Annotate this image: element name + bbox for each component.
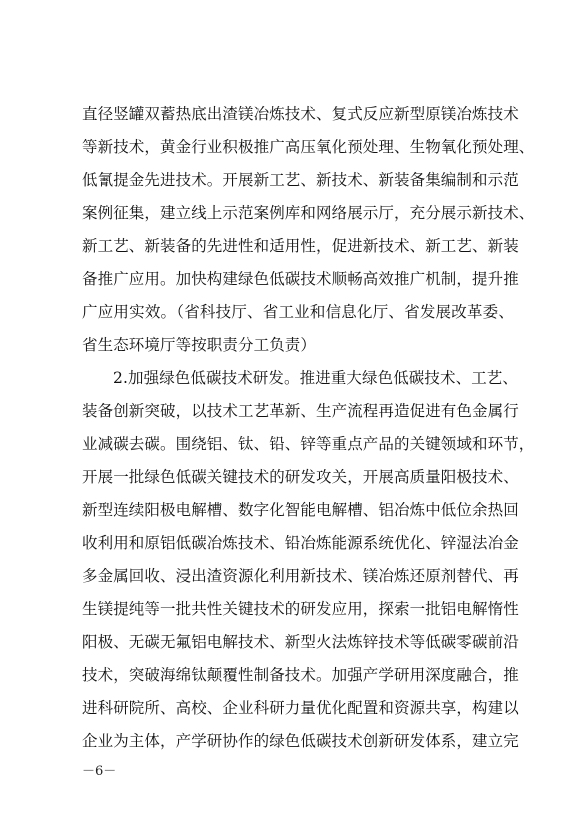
paragraph-line: 企业为主体，产学研协作的绿色低碳技术创新研发体系，建立完 — [82, 732, 519, 750]
paragraph-heading-line: 2.加强绿色低碳技术研发。推进重大绿色低碳技术、工艺、 — [113, 369, 518, 387]
paragraph-section-2 — [82, 362, 535, 758]
paragraph-line: 进科研院所、高校、企业科研力量优化配置和资源共享，构建以 — [82, 699, 519, 717]
paragraph-line: 多金属回收、浸出渣资源化利用新技术、镁冶炼还原剂替代、再 — [82, 567, 519, 585]
paragraph-line: 低氰提金先进技术。开展新工艺、新技术、新装备集编制和示范 — [82, 171, 519, 189]
paragraph-line: 阳极、无碳无氟铝电解技术、新型火法炼锌技术等低碳零碳前沿 — [82, 633, 519, 651]
paragraph-line: 直径竖罐双蓄热底出渣镁冶炼技术、复式反应新型原镁冶炼技术 — [82, 105, 519, 123]
paragraph-continuation — [82, 98, 535, 362]
paragraph-line: 省生态环境厅等按职责分工负责） — [82, 336, 317, 354]
paragraph-line: 等新技术，黄金行业积极推广高压氧化预处理、生物氧化预处理、 — [82, 138, 535, 156]
paragraph-line: 开展一批绿色低碳关键技术的研发攻关，开展高质量阳极技术、 — [82, 468, 519, 486]
paragraph-line: 生镁提纯等一批共性关键技术的研发应用，探索一批铝电解惰性 — [82, 600, 519, 618]
paragraph-line: 收利用和原铝低碳冶炼技术、铅冶炼能源系统优化、锌湿法冶金 — [82, 534, 519, 552]
paragraph-line: 广应用实效。（省科技厅、省工业和信息化厅、省发展改革委、 — [82, 303, 514, 321]
paragraph-line: 新型连续阳极电解槽、数字化智能电解槽、铝冶炼中低位余热回 — [82, 501, 519, 519]
paragraph-line: 案例征集，建立线上示范案例库和网络展示厅，充分展示新技术、 — [82, 204, 535, 222]
paragraph-line: 业减碳去碳。围绕铝、钛、铅、锌等重点产品的关键领域和环节， — [82, 435, 535, 453]
paragraph-line: 技术，突破海绵钛颠覆性制备技术。加强产学研用深度融合，推 — [82, 666, 519, 684]
paragraph-line: 备推广应用。加快构建绿色低碳技术顺畅高效推广机制，提升推 — [82, 270, 519, 288]
page-number: －6－ — [82, 764, 117, 779]
paragraph-line: 装备创新突破，以技术工艺革新、生产流程再造促进有色金属行 — [82, 402, 519, 420]
paragraph-line: 新工艺、新装备的先进性和适用性，促进新技术、新工艺、新装 — [82, 237, 519, 255]
